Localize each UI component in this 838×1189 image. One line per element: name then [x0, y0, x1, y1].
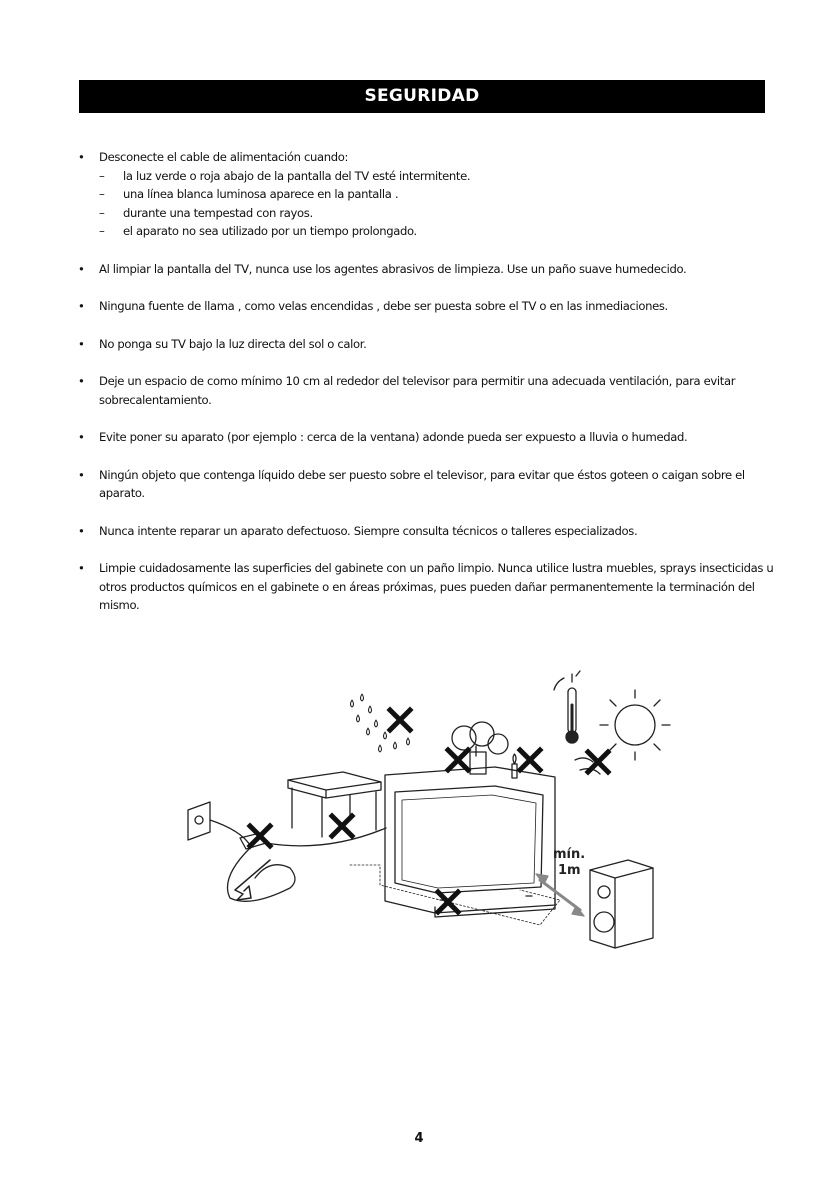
- sub-item: [99, 222, 778, 241]
- dash-icon: –: [99, 205, 105, 220]
- bullet-icon: •: [78, 430, 85, 444]
- list-item: [78, 522, 778, 541]
- sub-item: [99, 185, 778, 204]
- list-item-text: No ponga su TV bajo la luz directa del sol o calor.: [99, 336, 367, 351]
- bullet-icon: •: [78, 336, 85, 351]
- sub-item-text: la luz verde o roja abajo de la pantalla del TV esté intermitente.: [123, 168, 471, 183]
- distance-label-line2: 1m: [558, 863, 581, 878]
- bullet-icon: •: [78, 467, 85, 482]
- dash-icon: –: [99, 168, 105, 183]
- list-item-text: Desconecte el cable de alimentación cuando:: [99, 150, 349, 164]
- list-item: [78, 297, 778, 316]
- list-item-text: Al limpiar la pantalla del TV, nunca use los agentes abrasivos de limpieza. Use un paño suave humedecido.: [99, 261, 687, 276]
- list-item-text: Nunca intente reparar un aparato defectuoso. Siempre consulta técnicos o talleres especializados.: [99, 523, 638, 538]
- side-table-illustration: [288, 772, 381, 837]
- dash-icon: –: [99, 187, 105, 201]
- sub-item-text: durante una tempestad con rayos.: [123, 205, 313, 220]
- safety-list: [78, 148, 778, 634]
- dash-icon: –: [99, 224, 105, 238]
- television-illustration: [350, 767, 560, 925]
- list-item: [78, 372, 778, 409]
- bullet-icon: •: [78, 374, 85, 388]
- cross-icon: [520, 750, 540, 770]
- bullet-icon: •: [78, 523, 85, 538]
- list-item: [78, 260, 778, 279]
- cross-icon: [332, 816, 352, 836]
- bullet-icon: •: [78, 150, 85, 164]
- safety-illustration: [180, 660, 680, 950]
- speaker-illustration: [590, 860, 653, 948]
- sub-item-text: una línea blanca luminosa aparece en la pantalla .: [123, 187, 399, 201]
- cross-icon: [438, 892, 458, 912]
- sun-icon: [575, 690, 670, 774]
- cross-icon: [250, 826, 270, 846]
- list-item: [78, 466, 778, 503]
- candle-illustration: [512, 754, 517, 778]
- list-item-text: Deje un espacio de como mínimo 10 cm al rededor del televisor para permitir una adecuada ventilación, para evitar sobrecalentamiento.: [99, 374, 736, 407]
- flower-vase-illustration: [452, 722, 508, 774]
- sub-item: [99, 204, 778, 223]
- list-item: [78, 335, 778, 354]
- cross-icon: [448, 750, 468, 770]
- bullet-icon: •: [78, 561, 85, 575]
- list-item: [78, 148, 778, 241]
- page-title: SEGURIDAD: [79, 80, 765, 113]
- distance-label-line1: mín.: [553, 847, 586, 862]
- list-item-text: Ningún objeto que contenga líquido debe ser puesto sobre el televisor, para evitar que éstos goteen o caigan sobre el aparato.: [99, 467, 745, 500]
- list-item-text: Evite poner su aparato (por ejemplo : cerca de la ventana) adonde pueda ser expuesto a lluvia o humedad.: [99, 430, 688, 444]
- list-item-text: Limpie cuidadosamente las superficies del gabinete con un paño limpio. Nunca utilice lustra muebles, sprays insecticidas u otros productos químicos en el gabinete o en áreas próximas, pues pueden dañar permanentemente la terminación del mismo.: [99, 561, 774, 612]
- bullet-icon: •: [78, 299, 85, 313]
- cross-icon: [390, 710, 410, 730]
- list-item: [78, 428, 778, 447]
- wall-socket-illustration: [188, 802, 386, 901]
- sub-item-text: el aparato no sea utilizado por un tiempo prolongado.: [123, 224, 417, 238]
- list-item-text: Ninguna fuente de llama , como velas encendidas , debe ser puesta sobre el TV o en las inmediaciones.: [99, 299, 668, 313]
- page-number: 4: [414, 1131, 424, 1146]
- bullet-icon: •: [78, 261, 85, 276]
- cross-icon: [588, 752, 608, 772]
- sub-item: [99, 167, 778, 186]
- thermometer-icon: [554, 671, 580, 743]
- list-item: [78, 559, 778, 615]
